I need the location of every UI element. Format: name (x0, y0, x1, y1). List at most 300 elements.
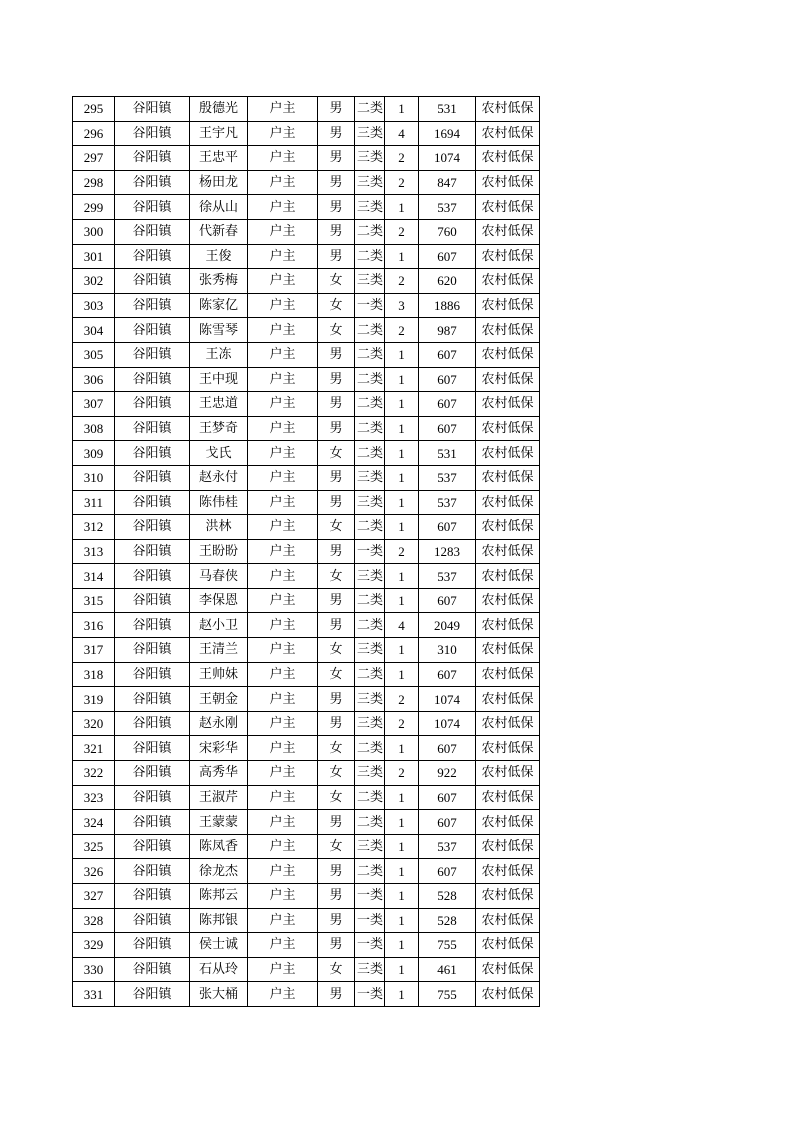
table-row (73, 982, 540, 1007)
assistance-type-cell: 农村低保 (476, 810, 540, 835)
table-row (73, 441, 540, 466)
serial-number-cell: 328 (73, 908, 115, 933)
gender-cell: 男 (318, 342, 355, 367)
household-size-cell: 2 (385, 761, 419, 786)
category-cell: 二类 (355, 416, 385, 441)
household-size-cell: 2 (385, 219, 419, 244)
table-row (73, 539, 540, 564)
serial-number-cell: 321 (73, 736, 115, 761)
relation-cell: 户主 (248, 711, 318, 736)
category-cell: 二类 (355, 662, 385, 687)
serial-number-cell: 302 (73, 269, 115, 294)
town-cell: 谷阳镇 (115, 244, 190, 269)
serial-number-cell: 323 (73, 785, 115, 810)
town-cell: 谷阳镇 (115, 687, 190, 712)
household-size-cell: 1 (385, 933, 419, 958)
town-cell: 谷阳镇 (115, 736, 190, 761)
town-cell: 谷阳镇 (115, 933, 190, 958)
name-cell: 王俊 (190, 244, 248, 269)
serial-number-cell: 295 (73, 97, 115, 122)
amount-cell: 607 (419, 342, 476, 367)
table-body (73, 97, 540, 1007)
table-row (73, 687, 540, 712)
name-cell: 王蒙蒙 (190, 810, 248, 835)
table-row (73, 170, 540, 195)
name-cell: 洪林 (190, 515, 248, 540)
amount-cell: 461 (419, 957, 476, 982)
serial-number-cell: 320 (73, 711, 115, 736)
household-size-cell: 2 (385, 269, 419, 294)
table-row (73, 121, 540, 146)
gender-cell: 女 (318, 736, 355, 761)
assistance-type-cell: 农村低保 (476, 490, 540, 515)
town-cell: 谷阳镇 (115, 613, 190, 638)
household-size-cell: 1 (385, 97, 419, 122)
serial-number-cell: 301 (73, 244, 115, 269)
town-cell: 谷阳镇 (115, 219, 190, 244)
assistance-type-cell: 农村低保 (476, 244, 540, 269)
serial-number-cell: 312 (73, 515, 115, 540)
relation-cell: 户主 (248, 761, 318, 786)
household-size-cell: 1 (385, 785, 419, 810)
assistance-type-cell: 农村低保 (476, 195, 540, 220)
gender-cell: 男 (318, 613, 355, 638)
category-cell: 二类 (355, 367, 385, 392)
name-cell: 赵永刚 (190, 711, 248, 736)
table-row (73, 465, 540, 490)
amount-cell: 847 (419, 170, 476, 195)
category-cell: 一类 (355, 908, 385, 933)
assistance-type-cell: 农村低保 (476, 318, 540, 343)
serial-number-cell: 318 (73, 662, 115, 687)
relation-cell: 户主 (248, 195, 318, 220)
town-cell: 谷阳镇 (115, 957, 190, 982)
household-size-cell: 1 (385, 367, 419, 392)
category-cell: 一类 (355, 539, 385, 564)
table-row (73, 490, 540, 515)
gender-cell: 男 (318, 121, 355, 146)
name-cell: 石从玲 (190, 957, 248, 982)
relation-cell: 户主 (248, 908, 318, 933)
relation-cell: 户主 (248, 342, 318, 367)
gender-cell: 男 (318, 146, 355, 171)
amount-cell: 1694 (419, 121, 476, 146)
gender-cell: 男 (318, 982, 355, 1007)
relation-cell: 户主 (248, 810, 318, 835)
name-cell: 赵永付 (190, 465, 248, 490)
serial-number-cell: 315 (73, 588, 115, 613)
household-size-cell: 1 (385, 244, 419, 269)
gender-cell: 男 (318, 170, 355, 195)
relation-cell: 户主 (248, 490, 318, 515)
town-cell: 谷阳镇 (115, 884, 190, 909)
amount-cell: 620 (419, 269, 476, 294)
name-cell: 王冻 (190, 342, 248, 367)
category-cell: 二类 (355, 859, 385, 884)
gender-cell: 男 (318, 416, 355, 441)
table-row (73, 269, 540, 294)
name-cell: 陈凤香 (190, 834, 248, 859)
name-cell: 王中现 (190, 367, 248, 392)
household-size-cell: 2 (385, 539, 419, 564)
household-size-cell: 1 (385, 638, 419, 663)
name-cell: 陈邦银 (190, 908, 248, 933)
amount-cell: 537 (419, 490, 476, 515)
assistance-type-cell: 农村低保 (476, 564, 540, 589)
name-cell: 戈氏 (190, 441, 248, 466)
gender-cell: 女 (318, 761, 355, 786)
gender-cell: 女 (318, 293, 355, 318)
gender-cell: 女 (318, 269, 355, 294)
table-row (73, 810, 540, 835)
gender-cell: 男 (318, 810, 355, 835)
table-row (73, 588, 540, 613)
relation-cell: 户主 (248, 736, 318, 761)
assistance-type-cell: 农村低保 (476, 465, 540, 490)
serial-number-cell: 308 (73, 416, 115, 441)
category-cell: 三类 (355, 638, 385, 663)
town-cell: 谷阳镇 (115, 441, 190, 466)
serial-number-cell: 330 (73, 957, 115, 982)
household-size-cell: 1 (385, 884, 419, 909)
amount-cell: 607 (419, 392, 476, 417)
table-row (73, 933, 540, 958)
serial-number-cell: 310 (73, 465, 115, 490)
gender-cell: 女 (318, 662, 355, 687)
table-row (73, 564, 540, 589)
relation-cell: 户主 (248, 834, 318, 859)
name-cell: 王盼盼 (190, 539, 248, 564)
amount-cell: 607 (419, 810, 476, 835)
name-cell: 徐龙杰 (190, 859, 248, 884)
town-cell: 谷阳镇 (115, 908, 190, 933)
household-size-cell: 2 (385, 711, 419, 736)
household-size-cell: 1 (385, 441, 419, 466)
gender-cell: 女 (318, 785, 355, 810)
town-cell: 谷阳镇 (115, 515, 190, 540)
category-cell: 一类 (355, 293, 385, 318)
assistance-type-cell: 农村低保 (476, 588, 540, 613)
serial-number-cell: 307 (73, 392, 115, 417)
category-cell: 二类 (355, 785, 385, 810)
household-size-cell: 1 (385, 908, 419, 933)
name-cell: 侯士诚 (190, 933, 248, 958)
relation-cell: 户主 (248, 416, 318, 441)
relation-cell: 户主 (248, 515, 318, 540)
table-row (73, 515, 540, 540)
household-size-cell: 1 (385, 490, 419, 515)
category-cell: 三类 (355, 834, 385, 859)
category-cell: 三类 (355, 761, 385, 786)
category-cell: 二类 (355, 318, 385, 343)
assistance-type-cell: 农村低保 (476, 269, 540, 294)
category-cell: 一类 (355, 933, 385, 958)
serial-number-cell: 305 (73, 342, 115, 367)
town-cell: 谷阳镇 (115, 564, 190, 589)
town-cell: 谷阳镇 (115, 146, 190, 171)
table-row (73, 711, 540, 736)
assistance-type-cell: 农村低保 (476, 736, 540, 761)
relation-cell: 户主 (248, 392, 318, 417)
category-cell: 二类 (355, 219, 385, 244)
assistance-type-cell: 农村低保 (476, 441, 540, 466)
name-cell: 马春侠 (190, 564, 248, 589)
assistance-type-cell: 农村低保 (476, 121, 540, 146)
amount-cell: 528 (419, 884, 476, 909)
gender-cell: 女 (318, 318, 355, 343)
relation-cell: 户主 (248, 121, 318, 146)
town-cell: 谷阳镇 (115, 97, 190, 122)
assistance-type-cell: 农村低保 (476, 761, 540, 786)
relation-cell: 户主 (248, 318, 318, 343)
assistance-type-cell: 农村低保 (476, 539, 540, 564)
gender-cell: 男 (318, 588, 355, 613)
amount-cell: 310 (419, 638, 476, 663)
town-cell: 谷阳镇 (115, 859, 190, 884)
category-cell: 三类 (355, 465, 385, 490)
assistance-type-cell: 农村低保 (476, 342, 540, 367)
household-size-cell: 1 (385, 564, 419, 589)
category-cell: 三类 (355, 269, 385, 294)
town-cell: 谷阳镇 (115, 834, 190, 859)
table-row (73, 392, 540, 417)
serial-number-cell: 299 (73, 195, 115, 220)
category-cell: 二类 (355, 810, 385, 835)
category-cell: 二类 (355, 342, 385, 367)
table-row (73, 736, 540, 761)
name-cell: 高秀华 (190, 761, 248, 786)
household-size-cell: 1 (385, 515, 419, 540)
household-size-cell: 3 (385, 293, 419, 318)
gender-cell: 男 (318, 490, 355, 515)
gender-cell: 男 (318, 687, 355, 712)
relation-cell: 户主 (248, 441, 318, 466)
relation-cell: 户主 (248, 244, 318, 269)
assistance-type-cell: 农村低保 (476, 367, 540, 392)
serial-number-cell: 313 (73, 539, 115, 564)
amount-cell: 607 (419, 244, 476, 269)
serial-number-cell: 298 (73, 170, 115, 195)
amount-cell: 1074 (419, 146, 476, 171)
serial-number-cell: 325 (73, 834, 115, 859)
gender-cell: 男 (318, 195, 355, 220)
relation-cell: 户主 (248, 219, 318, 244)
name-cell: 陈雪琴 (190, 318, 248, 343)
assistance-type-cell: 农村低保 (476, 416, 540, 441)
name-cell: 代新春 (190, 219, 248, 244)
table-row (73, 884, 540, 909)
table-row (73, 957, 540, 982)
household-size-cell: 1 (385, 392, 419, 417)
name-cell: 王梦奇 (190, 416, 248, 441)
town-cell: 谷阳镇 (115, 662, 190, 687)
town-cell: 谷阳镇 (115, 121, 190, 146)
assistance-type-cell: 农村低保 (476, 638, 540, 663)
relation-cell: 户主 (248, 588, 318, 613)
gender-cell: 男 (318, 367, 355, 392)
assistance-type-cell: 农村低保 (476, 982, 540, 1007)
name-cell: 王忠平 (190, 146, 248, 171)
category-cell: 三类 (355, 170, 385, 195)
category-cell: 二类 (355, 441, 385, 466)
town-cell: 谷阳镇 (115, 785, 190, 810)
gender-cell: 男 (318, 711, 355, 736)
serial-number-cell: 322 (73, 761, 115, 786)
relation-cell: 户主 (248, 97, 318, 122)
amount-cell: 1283 (419, 539, 476, 564)
gender-cell: 男 (318, 392, 355, 417)
household-size-cell: 2 (385, 687, 419, 712)
assistance-type-cell: 农村低保 (476, 859, 540, 884)
amount-cell: 607 (419, 736, 476, 761)
assistance-type-cell: 农村低保 (476, 97, 540, 122)
name-cell: 陈家亿 (190, 293, 248, 318)
amount-cell: 528 (419, 908, 476, 933)
household-size-cell: 1 (385, 416, 419, 441)
gender-cell: 男 (318, 465, 355, 490)
town-cell: 谷阳镇 (115, 588, 190, 613)
table-row (73, 613, 540, 638)
town-cell: 谷阳镇 (115, 539, 190, 564)
amount-cell: 922 (419, 761, 476, 786)
category-cell: 一类 (355, 982, 385, 1007)
household-size-cell: 1 (385, 982, 419, 1007)
town-cell: 谷阳镇 (115, 490, 190, 515)
assistance-type-cell: 农村低保 (476, 515, 540, 540)
amount-cell: 607 (419, 416, 476, 441)
gender-cell: 女 (318, 564, 355, 589)
amount-cell: 537 (419, 564, 476, 589)
amount-cell: 531 (419, 441, 476, 466)
household-size-cell: 1 (385, 736, 419, 761)
household-size-cell: 1 (385, 662, 419, 687)
category-cell: 三类 (355, 711, 385, 736)
table-row (73, 244, 540, 269)
serial-number-cell: 324 (73, 810, 115, 835)
town-cell: 谷阳镇 (115, 416, 190, 441)
table-row (73, 662, 540, 687)
category-cell: 三类 (355, 490, 385, 515)
table-row (73, 342, 540, 367)
name-cell: 王忠道 (190, 392, 248, 417)
town-cell: 谷阳镇 (115, 170, 190, 195)
serial-number-cell: 327 (73, 884, 115, 909)
name-cell: 王淑芹 (190, 785, 248, 810)
relation-cell: 户主 (248, 982, 318, 1007)
relation-cell: 户主 (248, 785, 318, 810)
serial-number-cell: 297 (73, 146, 115, 171)
table-row (73, 195, 540, 220)
category-cell: 二类 (355, 736, 385, 761)
household-size-cell: 1 (385, 342, 419, 367)
town-cell: 谷阳镇 (115, 269, 190, 294)
amount-cell: 607 (419, 662, 476, 687)
name-cell: 陈邦云 (190, 884, 248, 909)
assistance-type-cell: 农村低保 (476, 219, 540, 244)
assistance-type-cell: 农村低保 (476, 957, 540, 982)
gender-cell: 女 (318, 515, 355, 540)
relation-cell: 户主 (248, 638, 318, 663)
amount-cell: 987 (419, 318, 476, 343)
town-cell: 谷阳镇 (115, 761, 190, 786)
category-cell: 二类 (355, 588, 385, 613)
gender-cell: 男 (318, 219, 355, 244)
amount-cell: 755 (419, 982, 476, 1007)
name-cell: 张大桶 (190, 982, 248, 1007)
household-size-cell: 4 (385, 121, 419, 146)
amount-cell: 2049 (419, 613, 476, 638)
relation-cell: 户主 (248, 146, 318, 171)
amount-cell: 537 (419, 195, 476, 220)
category-cell: 三类 (355, 146, 385, 171)
serial-number-cell: 317 (73, 638, 115, 663)
category-cell: 二类 (355, 515, 385, 540)
relation-cell: 户主 (248, 613, 318, 638)
town-cell: 谷阳镇 (115, 638, 190, 663)
town-cell: 谷阳镇 (115, 342, 190, 367)
household-size-cell: 2 (385, 170, 419, 195)
table-row (73, 367, 540, 392)
household-size-cell: 1 (385, 810, 419, 835)
gender-cell: 男 (318, 97, 355, 122)
amount-cell: 537 (419, 834, 476, 859)
serial-number-cell: 296 (73, 121, 115, 146)
town-cell: 谷阳镇 (115, 195, 190, 220)
name-cell: 徐从山 (190, 195, 248, 220)
table-row (73, 638, 540, 663)
gender-cell: 男 (318, 859, 355, 884)
table-row (73, 859, 540, 884)
category-cell: 二类 (355, 392, 385, 417)
household-size-cell: 4 (385, 613, 419, 638)
table-row (73, 146, 540, 171)
table-row (73, 761, 540, 786)
assistance-type-cell: 农村低保 (476, 392, 540, 417)
amount-cell: 607 (419, 367, 476, 392)
town-cell: 谷阳镇 (115, 367, 190, 392)
category-cell: 三类 (355, 121, 385, 146)
gender-cell: 男 (318, 539, 355, 564)
name-cell: 王宇凡 (190, 121, 248, 146)
serial-number-cell: 329 (73, 933, 115, 958)
relation-cell: 户主 (248, 293, 318, 318)
name-cell: 殷德光 (190, 97, 248, 122)
name-cell: 王帅妹 (190, 662, 248, 687)
household-size-cell: 1 (385, 465, 419, 490)
relation-cell: 户主 (248, 933, 318, 958)
serial-number-cell: 319 (73, 687, 115, 712)
household-size-cell: 1 (385, 859, 419, 884)
name-cell: 杨田龙 (190, 170, 248, 195)
assistance-type-cell: 农村低保 (476, 884, 540, 909)
amount-cell: 1886 (419, 293, 476, 318)
serial-number-cell: 303 (73, 293, 115, 318)
benefit-roster-table (72, 96, 540, 1007)
gender-cell: 女 (318, 441, 355, 466)
name-cell: 李保恩 (190, 588, 248, 613)
serial-number-cell: 300 (73, 219, 115, 244)
category-cell: 一类 (355, 884, 385, 909)
relation-cell: 户主 (248, 662, 318, 687)
category-cell: 二类 (355, 613, 385, 638)
category-cell: 三类 (355, 195, 385, 220)
town-cell: 谷阳镇 (115, 392, 190, 417)
relation-cell: 户主 (248, 884, 318, 909)
town-cell: 谷阳镇 (115, 465, 190, 490)
amount-cell: 760 (419, 219, 476, 244)
assistance-type-cell: 农村低保 (476, 834, 540, 859)
household-size-cell: 1 (385, 834, 419, 859)
